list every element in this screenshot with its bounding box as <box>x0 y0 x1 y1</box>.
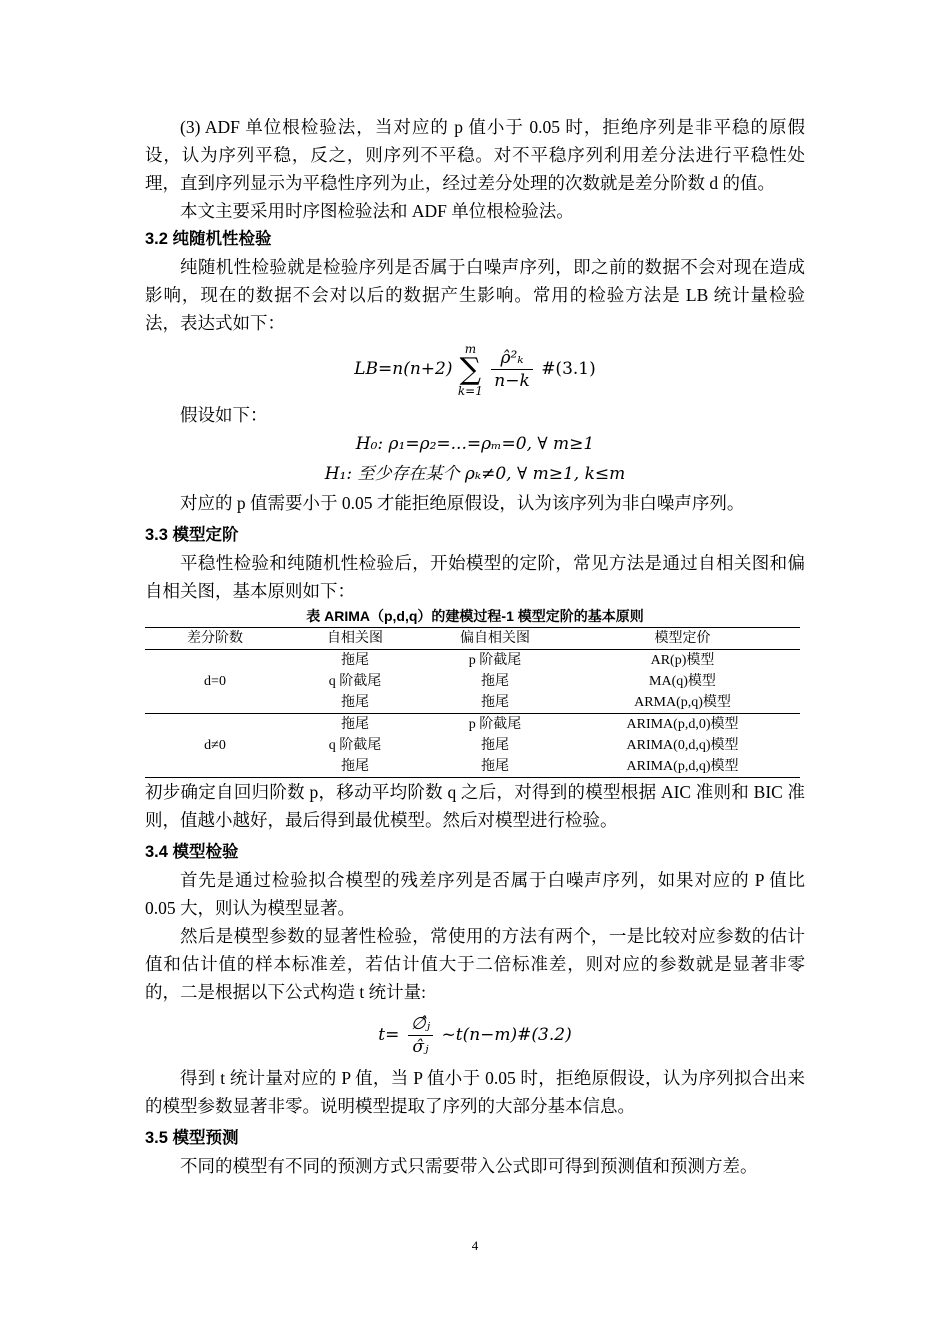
paragraph-assume: 假设如下： <box>180 405 268 425</box>
page-body <box>145 0 805 1180</box>
paragraph-forecast: 不同的模型有不同的预测方式只需要带入公式即可得到预测值和预测方差。 <box>180 1156 758 1176</box>
table-cell: q 阶截尾 <box>328 674 382 689</box>
eq1-denominator: n−k <box>494 371 530 391</box>
table-cell: ARIMA(p,d,q)模型 <box>565 756 800 778</box>
section-heading-3-3: 3.3 模型定阶 <box>145 526 239 544</box>
paragraph-randomness: 纯随机性检验就是检验序列是否属于白噪声序列，即之前的数据不会对现在造成影响，现在的数据不会对以后的数据产生影响。常用的检验方法是 LB 统计量检验法，表达式如下： <box>145 257 805 333</box>
eq2-lhs: t= <box>378 1025 400 1045</box>
paragraph-order: 平稳性检验和纯随机性检验后，开始模型的定阶，常见方法是通过自相关图和偏自相关图，基本原则如下： <box>145 553 805 601</box>
eq1-lhs: LB=n(n+2) <box>354 359 453 379</box>
table-cell: q 阶截尾 <box>328 738 382 753</box>
eq2-denominator: σ̂ⱼ <box>412 1037 429 1057</box>
section-heading-3-5: 3.5 模型预测 <box>145 1129 239 1147</box>
header-acf: 自相关图 <box>285 628 425 650</box>
eq1-numerator: ρ̂²ₖ <box>491 347 533 370</box>
table-cell: 拖尾 <box>481 695 509 710</box>
sigma-symbol: ∑ <box>459 351 482 387</box>
paragraph-pvalue: 对应的 p 值需要小于 0.05 才能拒绝原假设，认为该序列为非白噪声序列。 <box>180 493 745 513</box>
h1-prefix: H₁: <box>324 464 358 484</box>
table-cell: p 阶截尾 <box>425 714 565 736</box>
hypothesis-h1 <box>145 459 805 489</box>
eq1-sum-bottom: k=1 <box>457 383 483 398</box>
eq2-numerator: ∅̂ⱼ <box>408 1013 433 1036</box>
group-label-dne0: d≠0 <box>145 714 285 778</box>
table-row <box>145 714 800 736</box>
header-diff-order: 差分阶数 <box>145 628 285 650</box>
table-cell: p 阶截尾 <box>468 653 522 668</box>
order-rules-table <box>145 627 800 778</box>
eq2-fraction <box>408 1013 433 1058</box>
paragraph-residual: 首先是通过检验拟合模型的残差序列是否属于白噪声序列，如果对应的 P 值比 0.05 大，则认为模型显著。 <box>145 870 805 918</box>
table-cell: 拖尾 <box>285 756 425 778</box>
paragraph-tstat: 得到 t 统计量对应的 P 值，当 P 值小于 0.05 时，拒绝原假设，认为序列拟合出来的模型参数显著非零。说明模型提取了序列的大部分基本信息。 <box>145 1068 805 1116</box>
eq1-sum-top: m <box>464 341 477 356</box>
header-model: 模型定价 <box>565 628 800 650</box>
table-cell: 拖尾 <box>481 738 509 753</box>
eq1-fraction <box>491 347 533 392</box>
table-cell: 拖尾 <box>481 674 509 689</box>
equation-t <box>145 1006 805 1064</box>
paragraph-adf: (3) ADF 单位根检验法，当对应的 p 值小于 0.05 时，拒绝序列是非平稳的原假设，认为序列平稳，反之，则序列不平稳。对不平稳序列利用差分法进行平稳性处理，直到序列显示为平稳性序列为止，经过差分处理的次数就是差分阶数 d 的值。 <box>145 117 805 193</box>
paragraph-significance: 然后是模型参数的显著性检验，常使用的方法有两个，一是比较对应参数的估计值和估计值的样本标准差，若估计值大于二倍标准差，则对应的参数就是显著非零的，二是根据以下公式构造 t 统计量: <box>145 926 805 1002</box>
hypothesis-h0: H₀: ρ₁=ρ₂=...=ρₘ=0, ∀ m≥1 <box>355 434 595 454</box>
table-cell: 拖尾 <box>341 695 369 710</box>
table-cell: 拖尾 <box>285 714 425 736</box>
table-caption: 表 ARIMA（p,d,q）的建模过程-1 模型定阶的基本原则 <box>306 608 644 624</box>
group-label-d0: d=0 <box>204 674 226 689</box>
table-header-row <box>145 628 800 650</box>
table-cell: ARIMA(p,d,0)模型 <box>565 714 800 736</box>
paragraph-methods: 本文主要采用时序图检验法和 ADF 单位根检验法。 <box>180 201 574 221</box>
section-heading-3-2: 3.2 纯随机性检验 <box>145 230 272 248</box>
table-cell: MA(q)模型 <box>649 674 716 689</box>
table-cell: 拖尾 <box>425 756 565 778</box>
eq1-summation <box>458 343 483 397</box>
header-pacf: 偏自相关图 <box>425 628 565 650</box>
paragraph-aic-bic: 初步确定自回归阶数 p，移动平均阶数 q 之后，对得到的模型根据 AIC 准则和 BIC 准则，值越小越好，最后得到最优模型。然后对模型进行检验。 <box>145 782 805 830</box>
eq2-rhs: ~t(n−m)#(3.2) <box>441 1025 572 1045</box>
eq1-tag: #(3.1) <box>541 359 596 379</box>
table-row <box>145 650 800 672</box>
section-heading-3-4: 3.4 模型检验 <box>145 843 239 861</box>
table-cell: AR(p)模型 <box>650 653 715 668</box>
h1-text: 至少存在某个 <box>357 464 460 484</box>
h1-suffix: ρₖ≠0, ∀ m≥1, k≤m <box>459 464 626 484</box>
page-number: 4 <box>471 1238 479 1253</box>
equation-lb <box>145 337 805 401</box>
table-cell: 拖尾 <box>341 653 369 668</box>
table-cell: ARIMA(0,d,q)模型 <box>626 738 739 753</box>
table-cell: ARMA(p,q)模型 <box>634 695 731 710</box>
